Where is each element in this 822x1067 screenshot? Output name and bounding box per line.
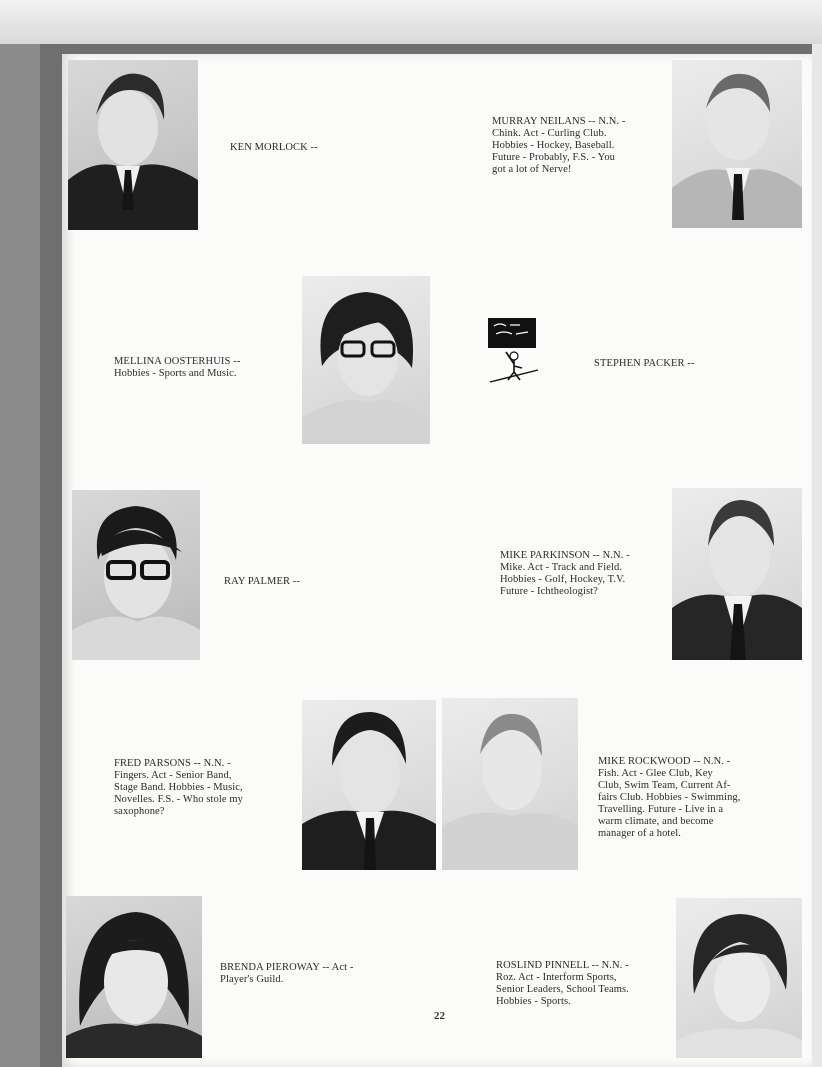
photo-mike-parkinson: [672, 488, 802, 660]
photo-brenda-pieroway: [66, 896, 202, 1058]
caption-brenda-pieroway: BRENDA PIEROWAY -- Act - Player's Guild.: [220, 962, 354, 985]
next-page-edge: [812, 44, 822, 1067]
chalkboard-cartoon: [486, 316, 542, 386]
photo-fred-parsons: [302, 700, 436, 870]
caption-mike-rockwood: MIKE ROCKWOOD -- N.N. - Fish. Act - Glee Club, Key Club, Swim Team, Current Af- fairs Club. Hobbies - Swimming, Travelling. Future - Live in a warm climate, and become manager of a hotel.: [598, 756, 741, 839]
photo-mike-rockwood: [442, 698, 578, 870]
caption-stephen-packer: STEPHEN PACKER --: [594, 358, 695, 369]
photo-ray-palmer: [72, 490, 200, 660]
photo-murray-neilans: [672, 60, 802, 228]
yearbook-page: [62, 54, 812, 1067]
caption-ken-morlock: KEN MORLOCK --: [230, 142, 318, 153]
caption-ray-palmer: RAY PALMER --: [224, 576, 300, 587]
photo-roslind-pinnell: [676, 898, 802, 1058]
background-top: [0, 0, 822, 44]
caption-fred-parsons: FRED PARSONS -- N.N. - Fingers. Act - Senior Band, Stage Band. Hobbies - Music, Novelles. F.S. - Who stole my saxophone?: [114, 758, 244, 817]
caption-roslind-pinnell: ROSLIND PINNELL -- N.N. - Roz. Act - Interform Sports, Senior Leaders, School Teams. Hobbies - Sports.: [496, 960, 629, 1007]
caption-murray-neilans: MURRAY NEILANS -- N.N. - Chink. Act - Curling Club. Hobbies - Hockey, Baseball. Future - Probably, F.S. - You got a lot of Nerve!: [492, 116, 626, 175]
photo-ken-morlock: [68, 60, 198, 230]
photo-mellina-oosterhuis: [302, 276, 430, 444]
page-number: 22: [434, 1010, 445, 1022]
caption-mike-parkinson: MIKE PARKINSON -- N.N. - Mike. Act - Track and Field. Hobbies - Golf, Hockey, T.V. Future - Ichtheologist?: [500, 550, 630, 597]
caption-mellina-oosterhuis: MELLINA OOSTERHUIS -- Hobbies - Sports and Music.: [114, 356, 241, 379]
